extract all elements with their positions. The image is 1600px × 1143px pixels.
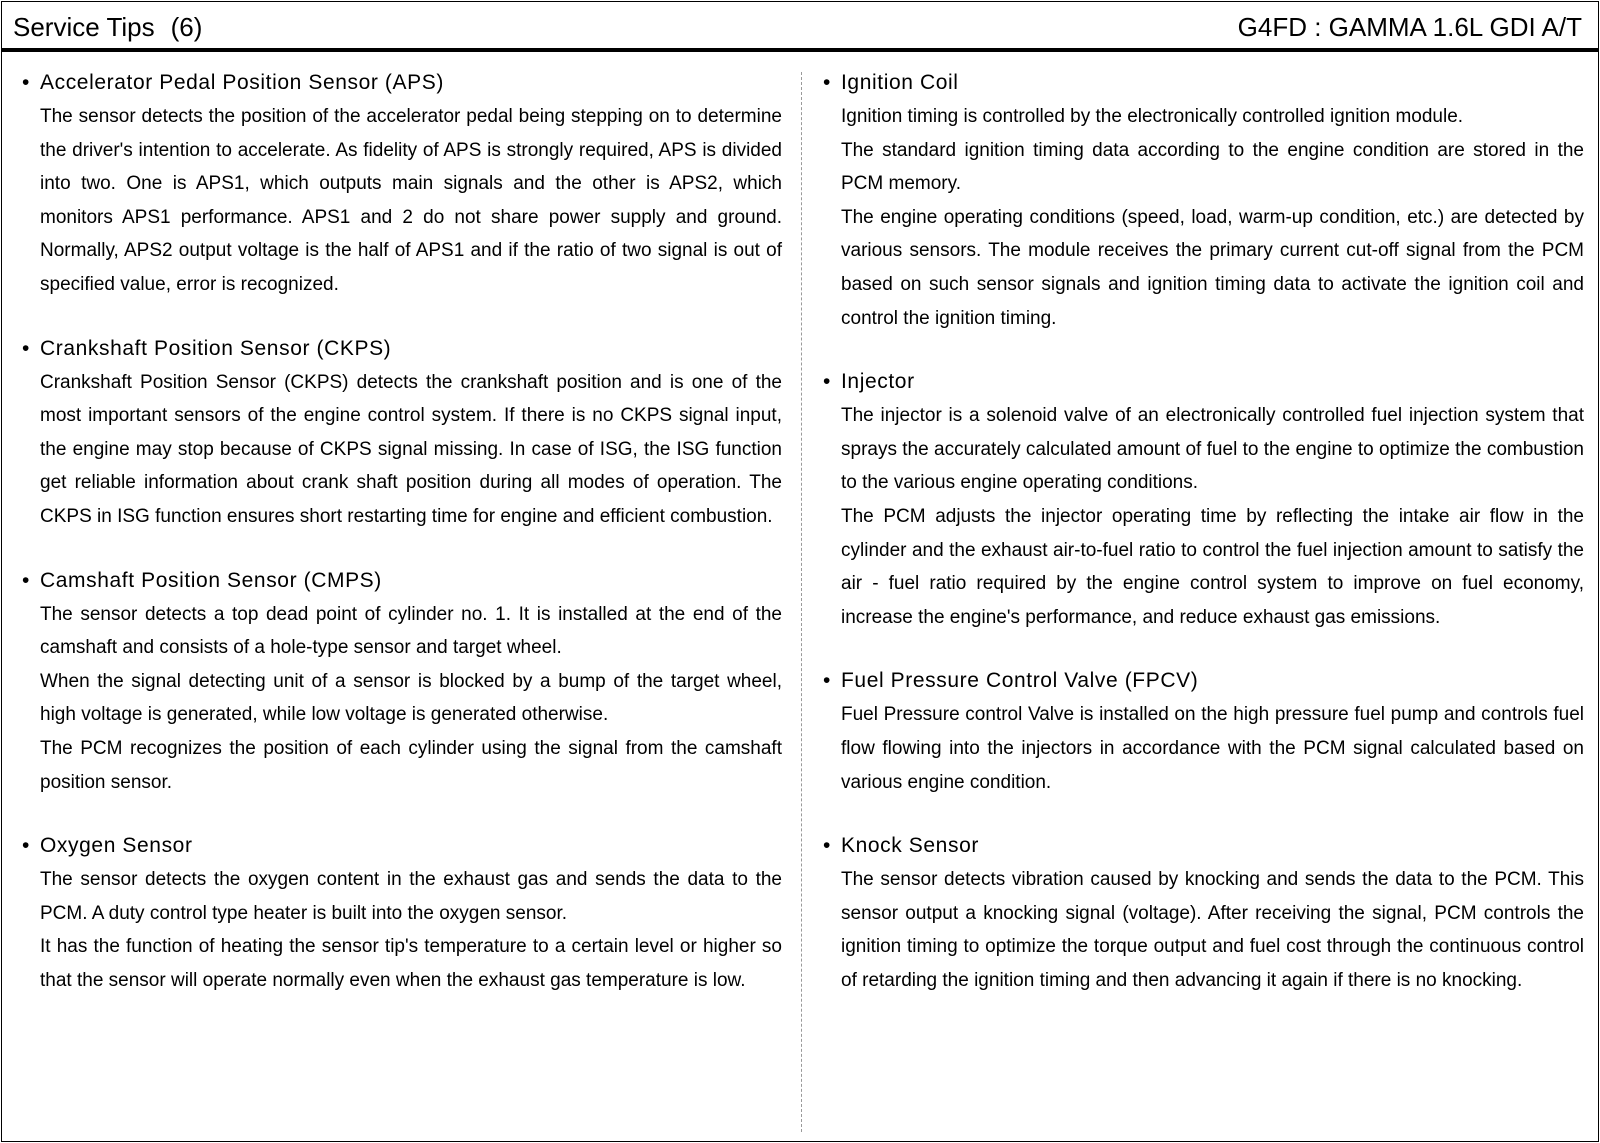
section-title [819, 66, 1584, 100]
bullet-icon: • [823, 834, 831, 858]
header-title-group [13, 12, 202, 43]
section-title [18, 332, 782, 366]
section-injector [819, 365, 1584, 634]
bullet-icon: • [823, 370, 831, 394]
section-fpcv [819, 664, 1584, 799]
section-title-text: Accelerator Pedal Position Sensor (APS) [40, 71, 444, 94]
section-cmps [18, 564, 782, 800]
column-divider [801, 72, 802, 1132]
bullet-icon: • [22, 568, 30, 592]
section-ckps [18, 332, 782, 534]
section-title-text: Camshaft Position Sensor (CMPS) [40, 568, 382, 592]
section-paragraph: Ignition timing is controlled by the electronically controlled ignition module. [841, 106, 1464, 127]
bullet-icon: • [22, 834, 30, 858]
section-paragraph: The injector is a solenoid valve of an electronically controlled fuel injection system that sprays the accurately calculated amount of fuel to the engine to optimize the combustion to the various engine operating conditions. [841, 405, 1584, 494]
bullet-icon: • [823, 669, 831, 693]
section-paragraph: The sensor detects vibration caused by knocking and sends the data to the PCM. This sensor output a knocking signal (voltage). After receiving the signal, PCM controls the ignition timing to optimize the torque output and fuel cost through the continuous control of retarding the ignition timing and then advancing it again if there is no knocking. [841, 869, 1584, 991]
section-title-text: Crankshaft Position Sensor (CKPS) [40, 336, 392, 360]
bullet-icon: • [22, 336, 30, 360]
section-title [819, 829, 1584, 863]
section-title [819, 365, 1584, 399]
section-title-text: Fuel Pressure Control Valve (FPCV) [841, 669, 1199, 693]
page-header [2, 2, 1598, 52]
bullet-icon: • [823, 71, 831, 94]
section-paragraph: The sensor detects the position of the accelerator pedal being stepping on to determine the driver's intention to accelerate. As fidelity of APS is strongly required, APS is divided into two. One is APS1, which outputs main signals and the other is APS2, which monitors APS1 performance. APS1 and 2 do not share power supply and ground. Normally, APS2 output voltage is the half of APS1 and if the ratio of two signal is out of specified value, error is recognized. [40, 106, 782, 295]
section-paragraph: When the signal detecting unit of a sensor is blocked by a bump of the target wheel, high voltage is generated, while low voltage is generated otherwise. [40, 670, 782, 726]
section-paragraph: The sensor detects the oxygen content in the exhaust gas and sends the data to the PCM. A duty control type heater is built into the oxygen sensor. [40, 869, 782, 924]
section-title-text: Ignition Coil [841, 71, 959, 94]
section-ignition-coil [819, 66, 1584, 335]
section-paragraph: Fuel Pressure control Valve is installed on the high pressure fuel pump and controls fuel flow flowing into the injectors in accordance with the PCM signal calculated based on various engine condition. [841, 704, 1584, 793]
left-column [18, 66, 782, 1027]
bullet-icon: • [22, 71, 30, 94]
section-title [18, 564, 782, 598]
section-knock-sensor [819, 829, 1584, 997]
section-aps [18, 66, 782, 302]
section-paragraph: The PCM recognizes the position of each cylinder using the signal from the camshaft position sensor. [40, 737, 782, 793]
section-oxygen-sensor [18, 829, 782, 997]
page-title: Service Tips [13, 12, 155, 42]
engine-model-label: G4FD : GAMMA 1.6L GDI A/T [1237, 12, 1582, 42]
section-paragraph: The sensor detects a top dead point of cylinder no. 1. It is installed at the end of the camshaft and consists of a hole-type sensor and target wheel. [40, 603, 782, 659]
section-paragraph: The engine operating conditions (speed, load, warm-up condition, etc.) are detected by various sensors. The module receives the primary current cut-off signal from the PCM based on such sensor signals and ignition timing data to activate the ignition coil and control the ignition timing. [841, 206, 1584, 329]
section-paragraph: The standard ignition timing data according to the engine condition are stored in the PCM memory. [841, 139, 1584, 195]
section-paragraph: Crankshaft Position Sensor (CKPS) detects the crankshaft position and is one of the most important sensors of the engine control system. If there is no CKPS signal input, the engine may stop because of CKPS signal missing. In case of ISG, the ISG function get reliable information about crank shaft position during all modes of operation. The CKPS in ISG function ensures short restarting time for engine and efficient combustion. [40, 371, 782, 527]
section-title-text: Knock Sensor [841, 834, 979, 858]
section-title [819, 664, 1584, 698]
section-paragraph: It has the function of heating the sensor tip's temperature to a certain level or higher so that the sensor will operate normally even when the exhaust gas temperature is low. [40, 936, 782, 991]
section-title [18, 829, 782, 863]
section-title [18, 66, 782, 100]
service-tips-page [1, 1, 1599, 1142]
right-column [819, 66, 1584, 1027]
section-paragraph: The PCM adjusts the injector operating time by reflecting the intake air flow in the cylinder and the exhaust air-to-fuel ratio to control the fuel injection amount to satisfy the air - fuel ratio required by the engine control system to improve on fuel economy, increase the engine's performance, and reduce exhaust gas emissions. [841, 505, 1584, 628]
section-title-text: Injector [841, 370, 915, 394]
page-count: (6) [170, 12, 203, 42]
section-title-text: Oxygen Sensor [40, 834, 193, 858]
